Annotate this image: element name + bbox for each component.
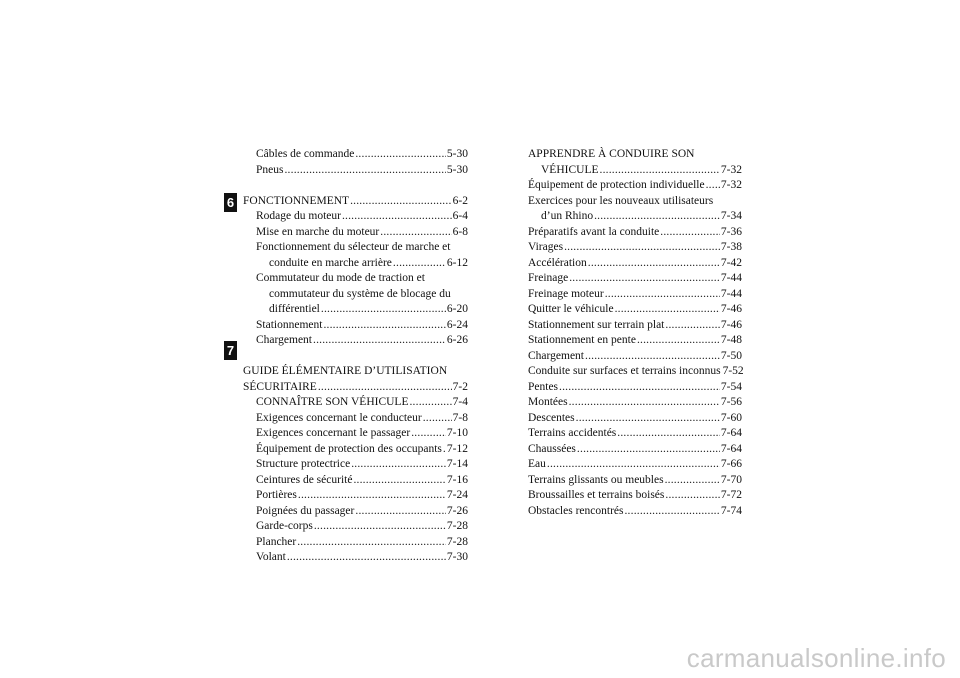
toc-entry[interactable] [243, 163, 468, 179]
toc-entry[interactable] [528, 333, 742, 349]
toc-entry-line[interactable]: Exercices pour les nouveaux utilisateurs [528, 194, 714, 207]
toc-entry[interactable] [528, 271, 742, 287]
toc-entry-page: 7-42 [720, 256, 742, 269]
toc-entry[interactable] [528, 240, 742, 256]
toc-entry-line[interactable]: APPRENDRE À CONDUIRE SON [528, 148, 695, 160]
toc-entry-page: 6-24 [446, 318, 468, 331]
toc-entry[interactable] [528, 225, 742, 241]
toc-entry-page: 7-60 [720, 411, 742, 424]
toc-entry[interactable] [243, 442, 468, 458]
toc-section-6-heading[interactable] [243, 194, 468, 210]
toc-entry-page: 7-10 [446, 427, 468, 439]
toc-entry-title: Pneus [256, 163, 284, 176]
toc-entry-title: différentiel [269, 303, 320, 315]
toc-entry-title: Volant [256, 551, 286, 563]
toc-entry-page: 7-64 [720, 427, 742, 439]
toc-entry[interactable] [243, 411, 468, 427]
toc-entry-page: 7-44 [720, 287, 742, 300]
toc-entry-line[interactable]: Fonctionnement du sélecteur de marche et [256, 241, 451, 253]
toc-entry-title: Équipement de protection individuelle [528, 179, 705, 191]
toc-entry-page: 7-44 [720, 272, 742, 284]
toc-entry-page: 7-12 [446, 442, 468, 455]
toc-entry-title: Ceintures de sécurité [256, 473, 353, 486]
toc-entry[interactable] [528, 457, 742, 473]
toc-entry-title: Portières [256, 489, 297, 501]
toc-entry-page: 7-14 [446, 458, 468, 470]
section-tab-7: 7 [224, 341, 237, 360]
toc-entry-page: 7-4 [452, 396, 468, 408]
toc-entry-title: CONNAÎTRE SON VÉHICULE [256, 396, 409, 408]
toc-entry-title: Stationnement en pente [528, 334, 636, 346]
toc-entry-title: Préparatifs avant la conduite [528, 225, 660, 238]
toc-entry[interactable] [528, 302, 742, 318]
toc-entry[interactable] [243, 519, 468, 535]
toc-entry-title: Terrains glissants ou meubles [528, 473, 664, 486]
toc-entry[interactable] [243, 457, 468, 473]
toc-entry-title: Exigences concernant le conducteur [256, 411, 422, 424]
toc-entry[interactable] [243, 488, 468, 504]
toc-entry-page: 7-56 [720, 396, 742, 408]
toc-entry-page: 7-38 [720, 241, 742, 253]
toc-entry[interactable] [528, 426, 742, 442]
toc-entry-page: 6-8 [452, 225, 468, 238]
toc-entry-title: Stationnement sur terrain plat [528, 318, 665, 331]
toc-entry-page: 7-16 [446, 473, 468, 486]
toc-entry-title: Pentes [528, 380, 559, 393]
toc-entry-page: 7-48 [720, 334, 742, 346]
toc-entry-title: Eau [528, 458, 546, 470]
toc-entry-title: Garde-corps [256, 520, 313, 532]
toc-entry-title: Freinage [528, 272, 569, 284]
toc-entry-title: Obstacles rencontrés [528, 504, 624, 517]
toc-entry[interactable] [528, 442, 742, 458]
toc-entry-title: Rodage du moteur [256, 210, 341, 222]
toc-entry-page: 7-36 [720, 225, 742, 238]
toc-entry-page: 7-64 [720, 442, 742, 455]
toc-entry-title: Chargement [256, 334, 312, 346]
toc-entry[interactable] [528, 178, 742, 194]
toc-entry[interactable] [243, 550, 468, 566]
toc-entry[interactable] [243, 225, 468, 241]
toc-entry[interactable] [528, 256, 742, 272]
toc-entry-page: 7-66 [720, 458, 742, 470]
toc-entry-title: FONCTIONNEMENT [243, 194, 350, 207]
toc-entry-title: Structure protectrice [256, 458, 351, 470]
toc-entry-page: 7-54 [720, 380, 742, 393]
toc-entry-title: Équipement de protection des occupants [256, 442, 442, 455]
toc-entry[interactable] [243, 256, 468, 272]
toc-right-column [528, 147, 742, 519]
toc-entry-page: 7-28 [446, 520, 468, 532]
toc-entry-title: conduite en marche arrière [269, 256, 392, 269]
toc-left-column [243, 147, 468, 566]
toc-entry-page: 7-72 [720, 489, 742, 501]
toc-entry-page: 6-4 [452, 210, 468, 222]
toc-entry[interactable] [243, 147, 468, 163]
toc-entry-title: VÉHICULE [541, 163, 599, 176]
toc-entry-title: d’un Rhino [541, 210, 594, 222]
toc-entry[interactable] [528, 395, 742, 411]
toc-entry-title: Mise en marche du moteur [256, 225, 380, 238]
toc-entry-title: Accélération [528, 256, 587, 269]
toc-entry-title: Conduite sur surfaces et terrains inconnus [528, 365, 721, 377]
toc-entry-page: 7-26 [446, 504, 468, 517]
toc-entry[interactable] [528, 349, 742, 365]
toc-entry-title: Terrains accidentés [528, 427, 617, 439]
toc-entry-page: 7-30 [446, 551, 468, 563]
toc-entry[interactable] [243, 535, 468, 551]
toc-entry-title: Chaussées [528, 442, 576, 455]
toc-entry[interactable] [243, 333, 468, 349]
toc-entry-page: 7-28 [446, 535, 468, 548]
toc-entry[interactable] [243, 302, 468, 318]
toc-entry[interactable] [243, 318, 468, 334]
toc-entry-page: 5-30 [446, 163, 468, 176]
toc-entry[interactable] [243, 473, 468, 489]
toc-entry[interactable] [528, 473, 742, 489]
toc-entry-page: 7-74 [720, 504, 742, 517]
toc-entry[interactable] [243, 426, 468, 442]
toc-entry-page: 7-24 [446, 489, 468, 501]
toc-entry-page: 7-32 [720, 179, 742, 191]
toc-entry-page: 6-20 [446, 303, 468, 315]
toc-entry[interactable] [528, 318, 742, 334]
toc-entry-page: 7-2 [452, 380, 468, 393]
toc-entry-title: Quitter le véhicule [528, 303, 614, 315]
toc-entry-title: Câbles de commande [256, 148, 355, 160]
toc-entry-page: 6-2 [452, 194, 468, 207]
toc-entry[interactable] [528, 380, 742, 396]
toc-entry-title: Freinage moteur [528, 287, 604, 300]
toc-entry-page: 7-50 [720, 349, 742, 362]
toc-entry-page: 7-46 [720, 318, 742, 331]
toc-entry[interactable] [528, 411, 742, 427]
toc-entry-page: 7-70 [720, 473, 742, 486]
toc-entry-page: 7-46 [720, 303, 742, 315]
toc-entry[interactable] [243, 380, 468, 396]
toc-entry-title: Virages [528, 241, 564, 253]
toc-entry-line[interactable]: commutateur du système de blocage du [269, 287, 451, 300]
toc-entry-page: 7-32 [720, 163, 742, 176]
toc-entry-page: 7-52 [722, 365, 744, 377]
toc-entry-page: 7-8 [452, 411, 468, 424]
toc-entry-page: 6-26 [446, 334, 468, 346]
toc-entry-line[interactable]: Commutateur du mode de traction et [256, 272, 425, 284]
toc-entry-title: Poignées du passager [256, 504, 355, 517]
toc-entry-page: 6-12 [446, 256, 468, 269]
toc-entry-title: Stationnement [256, 318, 323, 331]
toc-entry[interactable] [243, 395, 468, 411]
toc-section-7-heading[interactable]: GUIDE ÉLÉMENTAIRE D’UTILISATION [243, 365, 448, 377]
toc-entry-title: SÉCURITAIRE [243, 380, 317, 393]
toc-entry[interactable] [528, 364, 742, 380]
toc-entry-title: Chargement [528, 349, 584, 362]
toc-entry-title: Broussailles et terrains boisés [528, 489, 665, 501]
toc-entry-page: 7-34 [720, 210, 742, 222]
toc-entry-page: 5-30 [446, 148, 468, 160]
toc-entry[interactable] [243, 504, 468, 520]
toc-entry[interactable] [243, 209, 468, 225]
section-tab-6: 6 [224, 193, 237, 212]
toc-entry[interactable] [528, 504, 742, 520]
toc-entry-title: Exigences concernant le passager [256, 427, 411, 439]
toc-entry-title: Montées [528, 396, 568, 408]
toc-entry-title: Plancher [256, 535, 297, 548]
toc-entry[interactable] [528, 163, 742, 179]
toc-entry-title: Descentes [528, 411, 575, 424]
toc-entry[interactable] [528, 488, 742, 504]
watermark-text: carmanualsonline.info [686, 643, 946, 673]
toc-entry[interactable] [528, 209, 742, 225]
toc-entry[interactable] [528, 287, 742, 303]
